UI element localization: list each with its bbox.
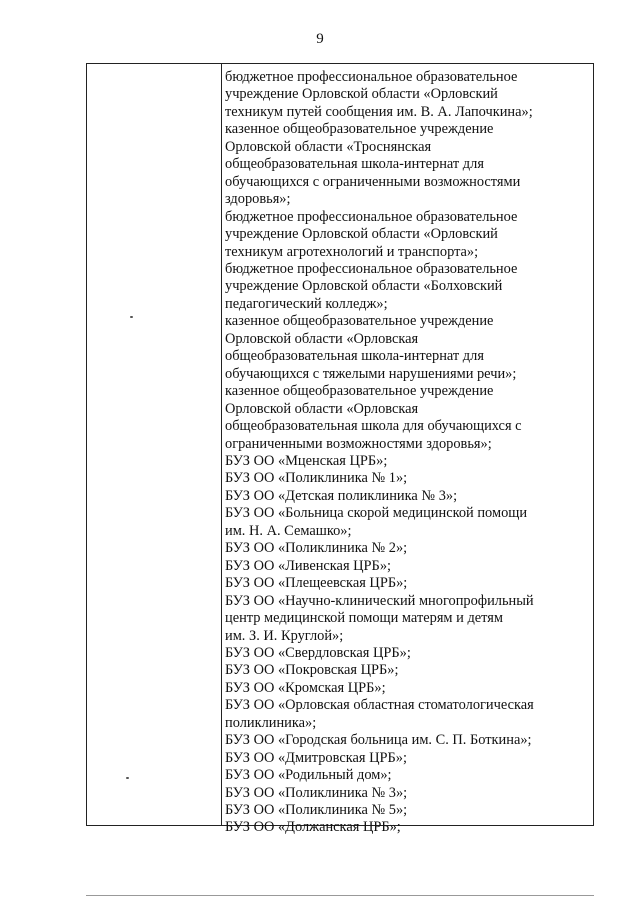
list-item: БУЗ ОО «Ливенская ЦРБ»; [225, 557, 392, 574]
list-item: БУЗ ОО «Покровская ЦРБ»; [225, 662, 399, 679]
list-item: бюджетное профессиональное образовательное учреждение Орловской области «Орловский техникум агротехнологий и транспорта»; [225, 208, 518, 260]
institutions-list [225, 69, 593, 837]
list-item: БУЗ ОО «Должанская ЦРБ»; [225, 819, 401, 836]
page-bottom-rule [86, 895, 594, 896]
list-item: БУЗ ОО «Поликлиника № 1»; [225, 470, 408, 487]
list-item: БУЗ ОО «Больница скорой медицинской помощи им. Н. А. Семашко»; [225, 505, 528, 539]
list-item: бюджетное профессиональное образовательное учреждение Орловской области «Болховский педагогический колледж»; [225, 260, 518, 312]
list-item: БУЗ ОО «Поликлиника № 2»; [225, 540, 408, 557]
list-item: БУЗ ОО «Мценская ЦРБ»; [225, 452, 388, 469]
scan-speck [130, 316, 133, 318]
left-column-cell [87, 64, 221, 825]
list-item: БУЗ ОО «Научно-клинический многопрофильный центр медицинской помощи матерям и детям им. З. И. Круглой»; [225, 592, 534, 644]
institutions-table [86, 63, 594, 836]
list-item: бюджетное профессиональное образовательное учреждение Орловской области «Орловский техникум путей сообщения им. В. А. Лапочкина»; [225, 69, 533, 120]
list-item: БУЗ ОО «Поликлиника № 3»; [225, 784, 408, 801]
list-item: БУЗ ОО «Дмитровская ЦРБ»; [225, 749, 407, 766]
list-item: БУЗ ОО «Свердловская ЦРБ»; [225, 644, 411, 661]
list-item: казенное общеобразовательное учреждение Орловской области «Орловская общеобразовательная школа-интернат для обучающихся с тяжелыми нарушениями речи»; [225, 313, 517, 382]
column-divider [221, 64, 222, 825]
list-item: БУЗ ОО «Кромская ЦРБ»; [225, 679, 386, 696]
list-item: БУЗ ОО «Поликлиника № 5»; [225, 802, 408, 819]
list-item: БУЗ ОО «Детская поликлиника № 3»; [225, 487, 458, 504]
page-number: 9 [316, 31, 324, 47]
list-item: БУЗ ОО «Плещеевская ЦРБ»; [225, 575, 408, 592]
scan-speck [126, 777, 129, 779]
list-item: БУЗ ОО «Родильный дом»; [225, 767, 392, 784]
list-item: БУЗ ОО «Орловская областная стоматологическая поликлиника»; [225, 697, 534, 731]
list-item: казенное общеобразовательное учреждение Орловской области «Орловская общеобразовательная школа для обучающихся с ограниченными возможностями здоровья»; [225, 383, 522, 452]
list-item: казенное общеобразовательное учреждение Орловской области «Троснянская общеобразовательная школа-интернат для обучающихся с ограниченными возможностями здоровья»; [225, 121, 521, 208]
list-item: БУЗ ОО «Городская больница им. С. П. Боткина»; [225, 732, 532, 749]
